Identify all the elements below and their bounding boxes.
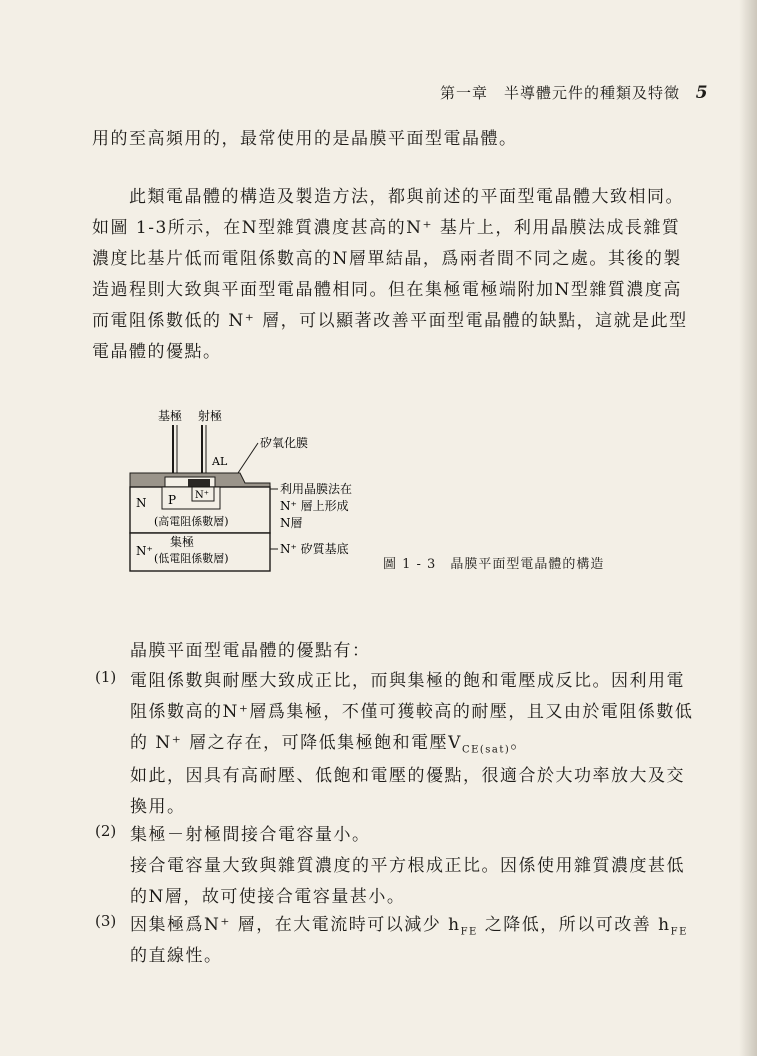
oxide-pointer — [238, 443, 258, 473]
al-label: AL — [212, 455, 228, 468]
text-line: 集極－射極間接合電容量小。 — [130, 825, 371, 845]
text-line: 電晶體的優點。 — [92, 342, 222, 362]
n-plus-label: N⁺ — [136, 544, 153, 558]
text-line: 因集極爲N⁺ 層，在大電流時可以減少 $h_{FE}$ 之降低，所以可改善 $h_{FE}$ — [130, 915, 688, 938]
chapter-title: 第一章 半導體元件的種類及特徵 — [440, 84, 681, 102]
text-line: 阻係數高的N⁺層爲集極，不僅可獲較高的耐壓，且又由於電阻係數低 — [130, 702, 694, 722]
text-line: 此類電晶體的構造及製造方法，都與前述的平面型電晶體大致相同。 — [92, 187, 684, 207]
text-line: 用的至高頻用的，最常使用的是晶膜平面型電晶體。 — [92, 129, 518, 149]
oxide-label: 矽氧化膜 — [260, 436, 309, 450]
figure-caption: 圖 1 - 3 晶膜平面型電晶體的構造 — [383, 557, 605, 572]
running-header — [440, 82, 709, 103]
page-number: 5 — [695, 83, 709, 103]
n-low-res-label: (低電阻係數層) — [154, 552, 229, 565]
text-line: 的N層，故可使接合電容量甚小。 — [130, 887, 406, 907]
base-label: 基極 — [158, 409, 183, 423]
substrate-label: N⁺ 矽質基底 — [280, 542, 349, 556]
item-number: (1) — [95, 668, 117, 686]
collector-label: 集極 — [170, 535, 195, 549]
text-line: 的直線性。 — [130, 946, 223, 966]
page-edge-shadow — [739, 0, 757, 1056]
text-line: 濃度比基片低而電阻係數高的N層單結晶，爲兩者間不同之處。其後的製 — [92, 249, 682, 269]
n-label: N — [136, 496, 147, 510]
text-line: 的 N⁺ 層之存在，可降低集極飽和電壓$V_{CE(sat)}$。 — [130, 733, 529, 756]
advantages-title: 晶膜平面型電晶體的優點有： — [130, 641, 371, 661]
al-contact — [188, 479, 210, 487]
n-plus-small-label: N⁺ — [195, 490, 210, 501]
n-high-res-label: (高電阻係數層) — [154, 515, 229, 528]
text-line: 如圖 1-3所示，在N型雜質濃度甚高的N⁺ 基片上，利用晶膜法成長雜質 — [92, 218, 681, 238]
item-number: (2) — [95, 822, 117, 840]
p-label: P — [168, 493, 177, 507]
text-line: 如此，因具有高耐壓、低飽和電壓的優點，很適合於大功率放大及交 — [130, 766, 685, 786]
text-line: 換用。 — [130, 797, 186, 817]
item-number: (3) — [95, 912, 117, 930]
epi-label-3: N層 — [280, 516, 303, 530]
text-line: 電阻係數與耐壓大致成正比，而與集極的飽和電壓成反比。因利用電 — [130, 671, 685, 691]
transistor-structure-diagram — [120, 405, 380, 580]
text-line: 而電阻係數低的 N⁺ 層，可以顯著改善平面型電晶體的缺點，這就是此型 — [92, 311, 688, 331]
text-line: 造過程則大致與平面型電晶體相同。但在集極電極端附加N型雜質濃度高 — [92, 280, 682, 300]
text-line: 接合電容量大致與雜質濃度的平方根成正比。因係使用雜質濃度甚低 — [130, 856, 685, 876]
epi-label-2: N⁺ 層上形成 — [280, 499, 349, 513]
emitter-label: 射極 — [198, 409, 223, 423]
epi-label-1: 利用晶膜法在 — [280, 482, 353, 496]
